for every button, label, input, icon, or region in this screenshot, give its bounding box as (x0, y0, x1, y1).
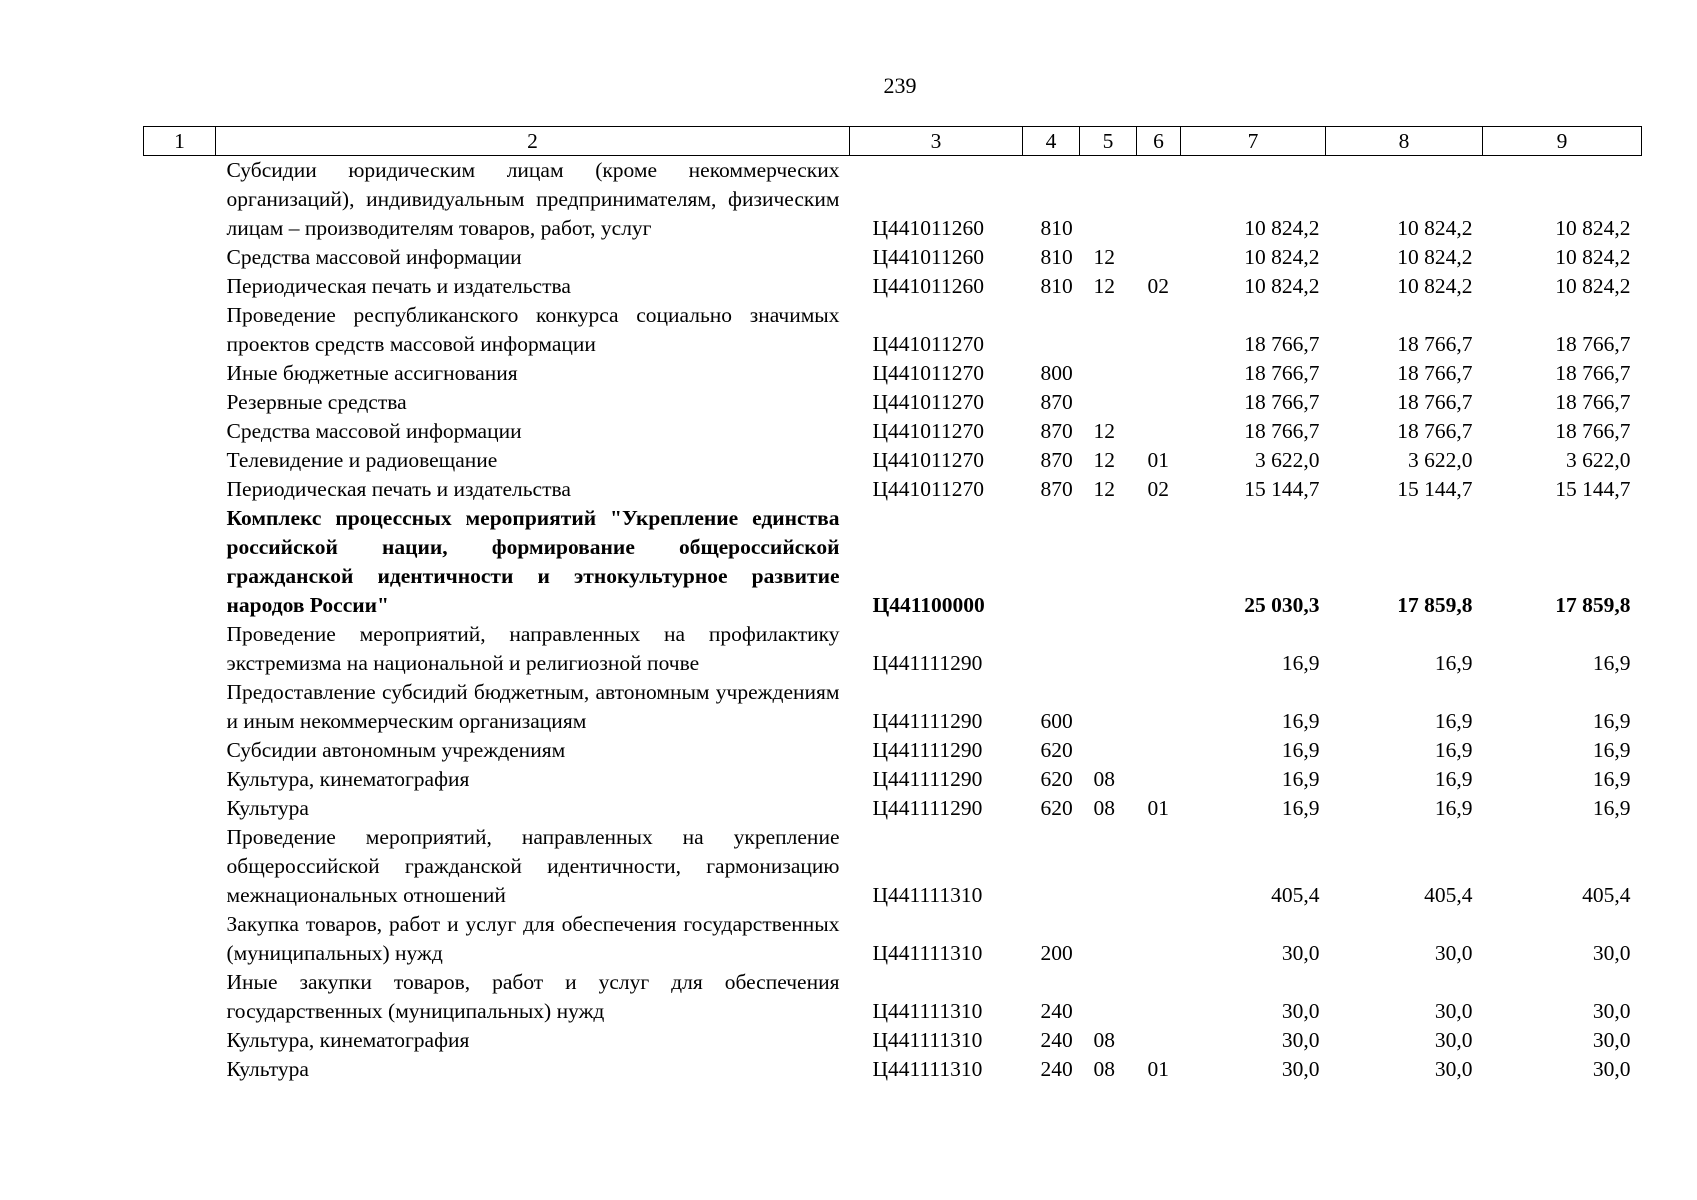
row-value-2-cell: 17 859,8 (1397, 593, 1473, 617)
row-index-cell (144, 823, 216, 910)
row-index-cell (144, 446, 216, 475)
row-code-cell: Ц441111310 (872, 941, 983, 965)
table-row (144, 243, 1642, 272)
table-row (144, 823, 1642, 910)
row-section-cell (1080, 504, 1137, 620)
row-value-3-cell: 3 622,0 (1566, 448, 1631, 472)
table-row (144, 359, 1642, 388)
row-expense-type-cell: 240 (1040, 999, 1073, 1023)
row-section-cell: 12 (1093, 245, 1115, 269)
table-header (144, 127, 1642, 156)
row-expense-type-cell: 870 (1040, 390, 1073, 414)
row-value-1-cell: 15 144,7 (1244, 477, 1320, 501)
row-name-cell: Закупка товаров, работ и услуг для обеспечения государственных (муниципальных) нужд (226, 912, 840, 965)
row-value-1-cell: 18 766,7 (1244, 390, 1320, 414)
row-expense-type-cell: 240 (1040, 1057, 1073, 1081)
row-value-1-cell: 18 766,7 (1244, 419, 1320, 443)
row-index-cell (144, 417, 216, 446)
row-section-cell: 08 (1093, 767, 1115, 791)
row-value-2-cell: 30,0 (1434, 999, 1473, 1023)
row-code-cell: Ц441011260 (872, 245, 984, 269)
row-name-cell: Средства массовой информации (226, 419, 522, 443)
row-code-cell: Ц441111290 (872, 738, 983, 762)
row-value-1-cell: 18 766,7 (1244, 361, 1320, 385)
row-value-3-cell: 30,0 (1592, 999, 1631, 1023)
table-row (144, 678, 1642, 736)
row-index-cell (144, 736, 216, 765)
row-value-1-cell: 16,9 (1281, 738, 1320, 762)
row-index-cell (144, 243, 216, 272)
row-value-1-cell: 18 766,7 (1244, 332, 1320, 356)
row-value-3-cell: 30,0 (1592, 1028, 1631, 1052)
row-code-cell: Ц441011270 (872, 332, 984, 356)
row-value-1-cell: 30,0 (1281, 1057, 1320, 1081)
row-code-cell: Ц441011270 (872, 448, 984, 472)
row-expense-type-cell: 600 (1040, 709, 1073, 733)
column-header-2: 2 (216, 127, 850, 156)
row-value-1-cell: 3 622,0 (1255, 448, 1320, 472)
row-name-cell: Субсидии автономным учреждениям (226, 738, 566, 762)
row-code-cell: Ц441111290 (872, 651, 983, 675)
row-index-cell (144, 910, 216, 968)
row-value-3-cell: 16,9 (1592, 738, 1631, 762)
column-header-1: 1 (144, 127, 216, 156)
row-name-cell: Культура, кинематография (226, 1028, 470, 1052)
row-value-3-cell: 30,0 (1592, 1057, 1631, 1081)
row-name-cell: Резервные средства (226, 390, 407, 414)
row-code-cell: Ц441111310 (872, 1028, 983, 1052)
table-row (144, 765, 1642, 794)
row-value-2-cell: 16,9 (1434, 651, 1473, 675)
row-index-cell (144, 968, 216, 1026)
row-code-cell: Ц441011270 (872, 477, 984, 501)
row-subsection-cell (1137, 243, 1181, 272)
column-header-4: 4 (1023, 127, 1080, 156)
table-row (144, 1026, 1642, 1055)
row-value-2-cell: 16,9 (1434, 767, 1473, 791)
row-subsection-cell (1137, 968, 1181, 1026)
row-index-cell (144, 504, 216, 620)
row-name-cell: Субсидии юридическим лицам (кроме некоммерческих организаций), индивидуальным предпринимателям, физическим лицам – производителям товаров, работ, услуг (226, 158, 840, 240)
row-value-2-cell: 18 766,7 (1397, 419, 1473, 443)
row-subsection-cell (1137, 620, 1181, 678)
table-row (144, 388, 1642, 417)
row-value-1-cell: 16,9 (1281, 651, 1320, 675)
row-value-3-cell: 18 766,7 (1555, 332, 1631, 356)
row-expense-type-cell: 620 (1040, 738, 1073, 762)
row-index-cell (144, 1026, 216, 1055)
row-index-cell (144, 765, 216, 794)
column-header-5: 5 (1080, 127, 1137, 156)
header-row (144, 127, 1642, 156)
row-name-cell: Комплекс процессных мероприятий "Укрепление единства российской нации, формирование общероссийской гражданской идентичности и этнокультурное развитие народов России" (226, 506, 840, 617)
row-section-cell (1080, 156, 1137, 244)
row-code-cell: Ц441111310 (872, 883, 983, 907)
row-subsection-cell (1137, 823, 1181, 910)
row-value-1-cell: 10 824,2 (1244, 245, 1320, 269)
row-value-1-cell: 10 824,2 (1244, 274, 1320, 298)
table-row (144, 272, 1642, 301)
row-name-cell: Культура, кинематография (226, 767, 470, 791)
row-subsection-cell: 02 (1147, 274, 1169, 298)
row-value-2-cell: 10 824,2 (1397, 245, 1473, 269)
row-section-cell (1080, 301, 1137, 359)
row-expense-type-cell: 620 (1040, 796, 1073, 820)
row-value-3-cell: 30,0 (1592, 941, 1631, 965)
row-code-cell: Ц441111290 (872, 709, 983, 733)
row-expense-type-cell: 870 (1040, 448, 1073, 472)
row-section-cell (1080, 968, 1137, 1026)
table-row (144, 156, 1642, 244)
table-row (144, 301, 1642, 359)
row-index-cell (144, 678, 216, 736)
row-section-cell (1080, 823, 1137, 910)
row-expense-type-cell: 240 (1040, 1028, 1073, 1052)
table-body (144, 156, 1642, 1085)
row-value-3-cell: 15 144,7 (1555, 477, 1631, 501)
row-subsection-cell (1137, 156, 1181, 244)
table-row (144, 1055, 1642, 1084)
row-value-1-cell: 405,4 (1271, 883, 1320, 907)
row-value-3-cell: 10 824,2 (1555, 216, 1631, 240)
row-value-1-cell: 16,9 (1281, 796, 1320, 820)
row-subsection-cell (1137, 417, 1181, 446)
row-name-cell: Культура (226, 796, 309, 820)
row-value-1-cell: 16,9 (1281, 767, 1320, 791)
row-subsection-cell: 01 (1147, 796, 1169, 820)
row-name-cell: Периодическая печать и издательства (226, 274, 571, 298)
row-expense-type-cell: 810 (1040, 274, 1073, 298)
row-name-cell: Проведение мероприятий, направленных на укрепление общероссийской гражданской идентичности, гармонизацию межнациональных отношений (226, 825, 840, 907)
row-expense-type-cell: 810 (1040, 245, 1073, 269)
row-code-cell: Ц441100000 (872, 593, 985, 617)
row-subsection-cell (1137, 504, 1181, 620)
row-code-cell: Ц441011260 (872, 274, 984, 298)
table-row (144, 504, 1642, 620)
row-value-2-cell: 30,0 (1434, 1057, 1473, 1081)
row-value-1-cell: 16,9 (1281, 709, 1320, 733)
row-subsection-cell (1137, 765, 1181, 794)
row-value-1-cell: 30,0 (1281, 999, 1320, 1023)
row-value-1-cell: 25 030,3 (1244, 593, 1320, 617)
row-value-2-cell: 16,9 (1434, 738, 1473, 762)
column-header-6: 6 (1137, 127, 1181, 156)
row-subsection-cell (1137, 359, 1181, 388)
row-value-3-cell: 18 766,7 (1555, 361, 1631, 385)
row-value-3-cell: 16,9 (1592, 651, 1631, 675)
row-code-cell: Ц441011270 (872, 390, 984, 414)
row-value-3-cell: 18 766,7 (1555, 419, 1631, 443)
row-value-2-cell: 16,9 (1434, 709, 1473, 733)
column-header-7: 7 (1181, 127, 1326, 156)
row-expense-type-cell: 620 (1040, 767, 1073, 791)
row-index-cell (144, 388, 216, 417)
row-value-2-cell: 18 766,7 (1397, 332, 1473, 356)
row-subsection-cell: 01 (1147, 448, 1169, 472)
row-section-cell: 12 (1093, 419, 1115, 443)
row-name-cell: Средства массовой информации (226, 245, 522, 269)
row-section-cell (1080, 736, 1137, 765)
row-name-cell: Периодическая печать и издательства (226, 477, 571, 501)
row-subsection-cell (1137, 910, 1181, 968)
table-row (144, 417, 1642, 446)
row-value-3-cell: 405,4 (1582, 883, 1631, 907)
row-expense-type-cell: 810 (1040, 216, 1073, 240)
row-index-cell (144, 156, 216, 244)
row-name-cell: Иные бюджетные ассигнования (226, 361, 518, 385)
row-section-cell: 08 (1093, 796, 1115, 820)
column-header-9: 9 (1483, 127, 1642, 156)
row-value-3-cell: 16,9 (1592, 767, 1631, 791)
table-row (144, 794, 1642, 823)
table-row (144, 446, 1642, 475)
table-row (144, 736, 1642, 765)
row-index-cell (144, 272, 216, 301)
row-name-cell: Проведение мероприятий, направленных на профилактику экстремизма на национальной и религиозной почве (226, 622, 840, 675)
row-value-3-cell: 10 824,2 (1555, 274, 1631, 298)
row-section-cell (1080, 359, 1137, 388)
row-expense-type-cell: 870 (1040, 477, 1073, 501)
row-value-2-cell: 10 824,2 (1397, 216, 1473, 240)
row-section-cell (1080, 620, 1137, 678)
row-expense-type-cell (1023, 504, 1080, 620)
row-value-1-cell: 30,0 (1281, 1028, 1320, 1052)
row-value-2-cell: 405,4 (1424, 883, 1473, 907)
row-code-cell: Ц441011270 (872, 419, 984, 443)
row-value-2-cell: 15 144,7 (1397, 477, 1473, 501)
row-subsection-cell (1137, 736, 1181, 765)
row-subsection-cell (1137, 388, 1181, 417)
row-index-cell (144, 301, 216, 359)
row-subsection-cell (1137, 678, 1181, 736)
budget-table (143, 126, 1642, 1084)
row-value-2-cell: 18 766,7 (1397, 390, 1473, 414)
row-value-3-cell: 10 824,2 (1555, 245, 1631, 269)
row-value-2-cell: 16,9 (1434, 796, 1473, 820)
row-name-cell: Телевидение и радиовещание (226, 448, 498, 472)
row-value-1-cell: 30,0 (1281, 941, 1320, 965)
row-expense-type-cell: 870 (1040, 419, 1073, 443)
row-name-cell: Предоставление субсидий бюджетным, автономным учреждениям и иным некоммерческим организациям (226, 680, 840, 733)
row-name-cell: Проведение республиканского конкурса социально значимых проектов средств массовой информации (226, 303, 840, 356)
row-subsection-cell (1137, 301, 1181, 359)
table-row (144, 475, 1642, 504)
row-value-3-cell: 17 859,8 (1555, 593, 1631, 617)
row-index-cell (144, 794, 216, 823)
row-value-2-cell: 10 824,2 (1397, 274, 1473, 298)
table-row (144, 620, 1642, 678)
row-value-2-cell: 18 766,7 (1397, 361, 1473, 385)
row-subsection-cell (1137, 1026, 1181, 1055)
row-code-cell: Ц441011260 (872, 216, 984, 240)
row-value-3-cell: 16,9 (1592, 709, 1631, 733)
row-expense-type-cell: 200 (1040, 941, 1073, 965)
row-code-cell: Ц441111290 (872, 767, 983, 791)
row-name-cell: Иные закупки товаров, работ и услуг для обеспечения государственных (муниципальных) нужд (226, 970, 840, 1023)
page-number: 239 (883, 73, 917, 98)
row-expense-type-cell (1023, 620, 1080, 678)
row-section-cell: 08 (1093, 1057, 1115, 1081)
row-value-1-cell: 10 824,2 (1244, 216, 1320, 240)
row-value-3-cell: 16,9 (1592, 796, 1631, 820)
row-index-cell (144, 475, 216, 504)
row-section-cell (1080, 910, 1137, 968)
row-expense-type-cell (1023, 301, 1080, 359)
row-section-cell: 12 (1093, 448, 1115, 472)
row-section-cell: 12 (1093, 477, 1115, 501)
row-index-cell (144, 1055, 216, 1084)
row-code-cell: Ц441111290 (872, 796, 983, 820)
row-name-cell: Культура (226, 1057, 309, 1081)
row-subsection-cell: 02 (1147, 477, 1169, 501)
row-subsection-cell: 01 (1147, 1057, 1169, 1081)
row-section-cell: 08 (1093, 1028, 1115, 1052)
row-section-cell (1080, 678, 1137, 736)
row-code-cell: Ц441111310 (872, 999, 983, 1023)
row-expense-type-cell (1023, 823, 1080, 910)
column-header-8: 8 (1326, 127, 1483, 156)
row-value-2-cell: 3 622,0 (1408, 448, 1473, 472)
row-expense-type-cell: 800 (1040, 361, 1073, 385)
row-index-cell (144, 359, 216, 388)
row-section-cell: 12 (1093, 274, 1115, 298)
table-row (144, 968, 1642, 1026)
column-header-3: 3 (850, 127, 1023, 156)
row-value-2-cell: 30,0 (1434, 1028, 1473, 1052)
row-index-cell (144, 620, 216, 678)
row-section-cell (1080, 388, 1137, 417)
row-value-2-cell: 30,0 (1434, 941, 1473, 965)
row-code-cell: Ц441111310 (872, 1057, 983, 1081)
table-row (144, 910, 1642, 968)
row-code-cell: Ц441011270 (872, 361, 984, 385)
row-value-3-cell: 18 766,7 (1555, 390, 1631, 414)
